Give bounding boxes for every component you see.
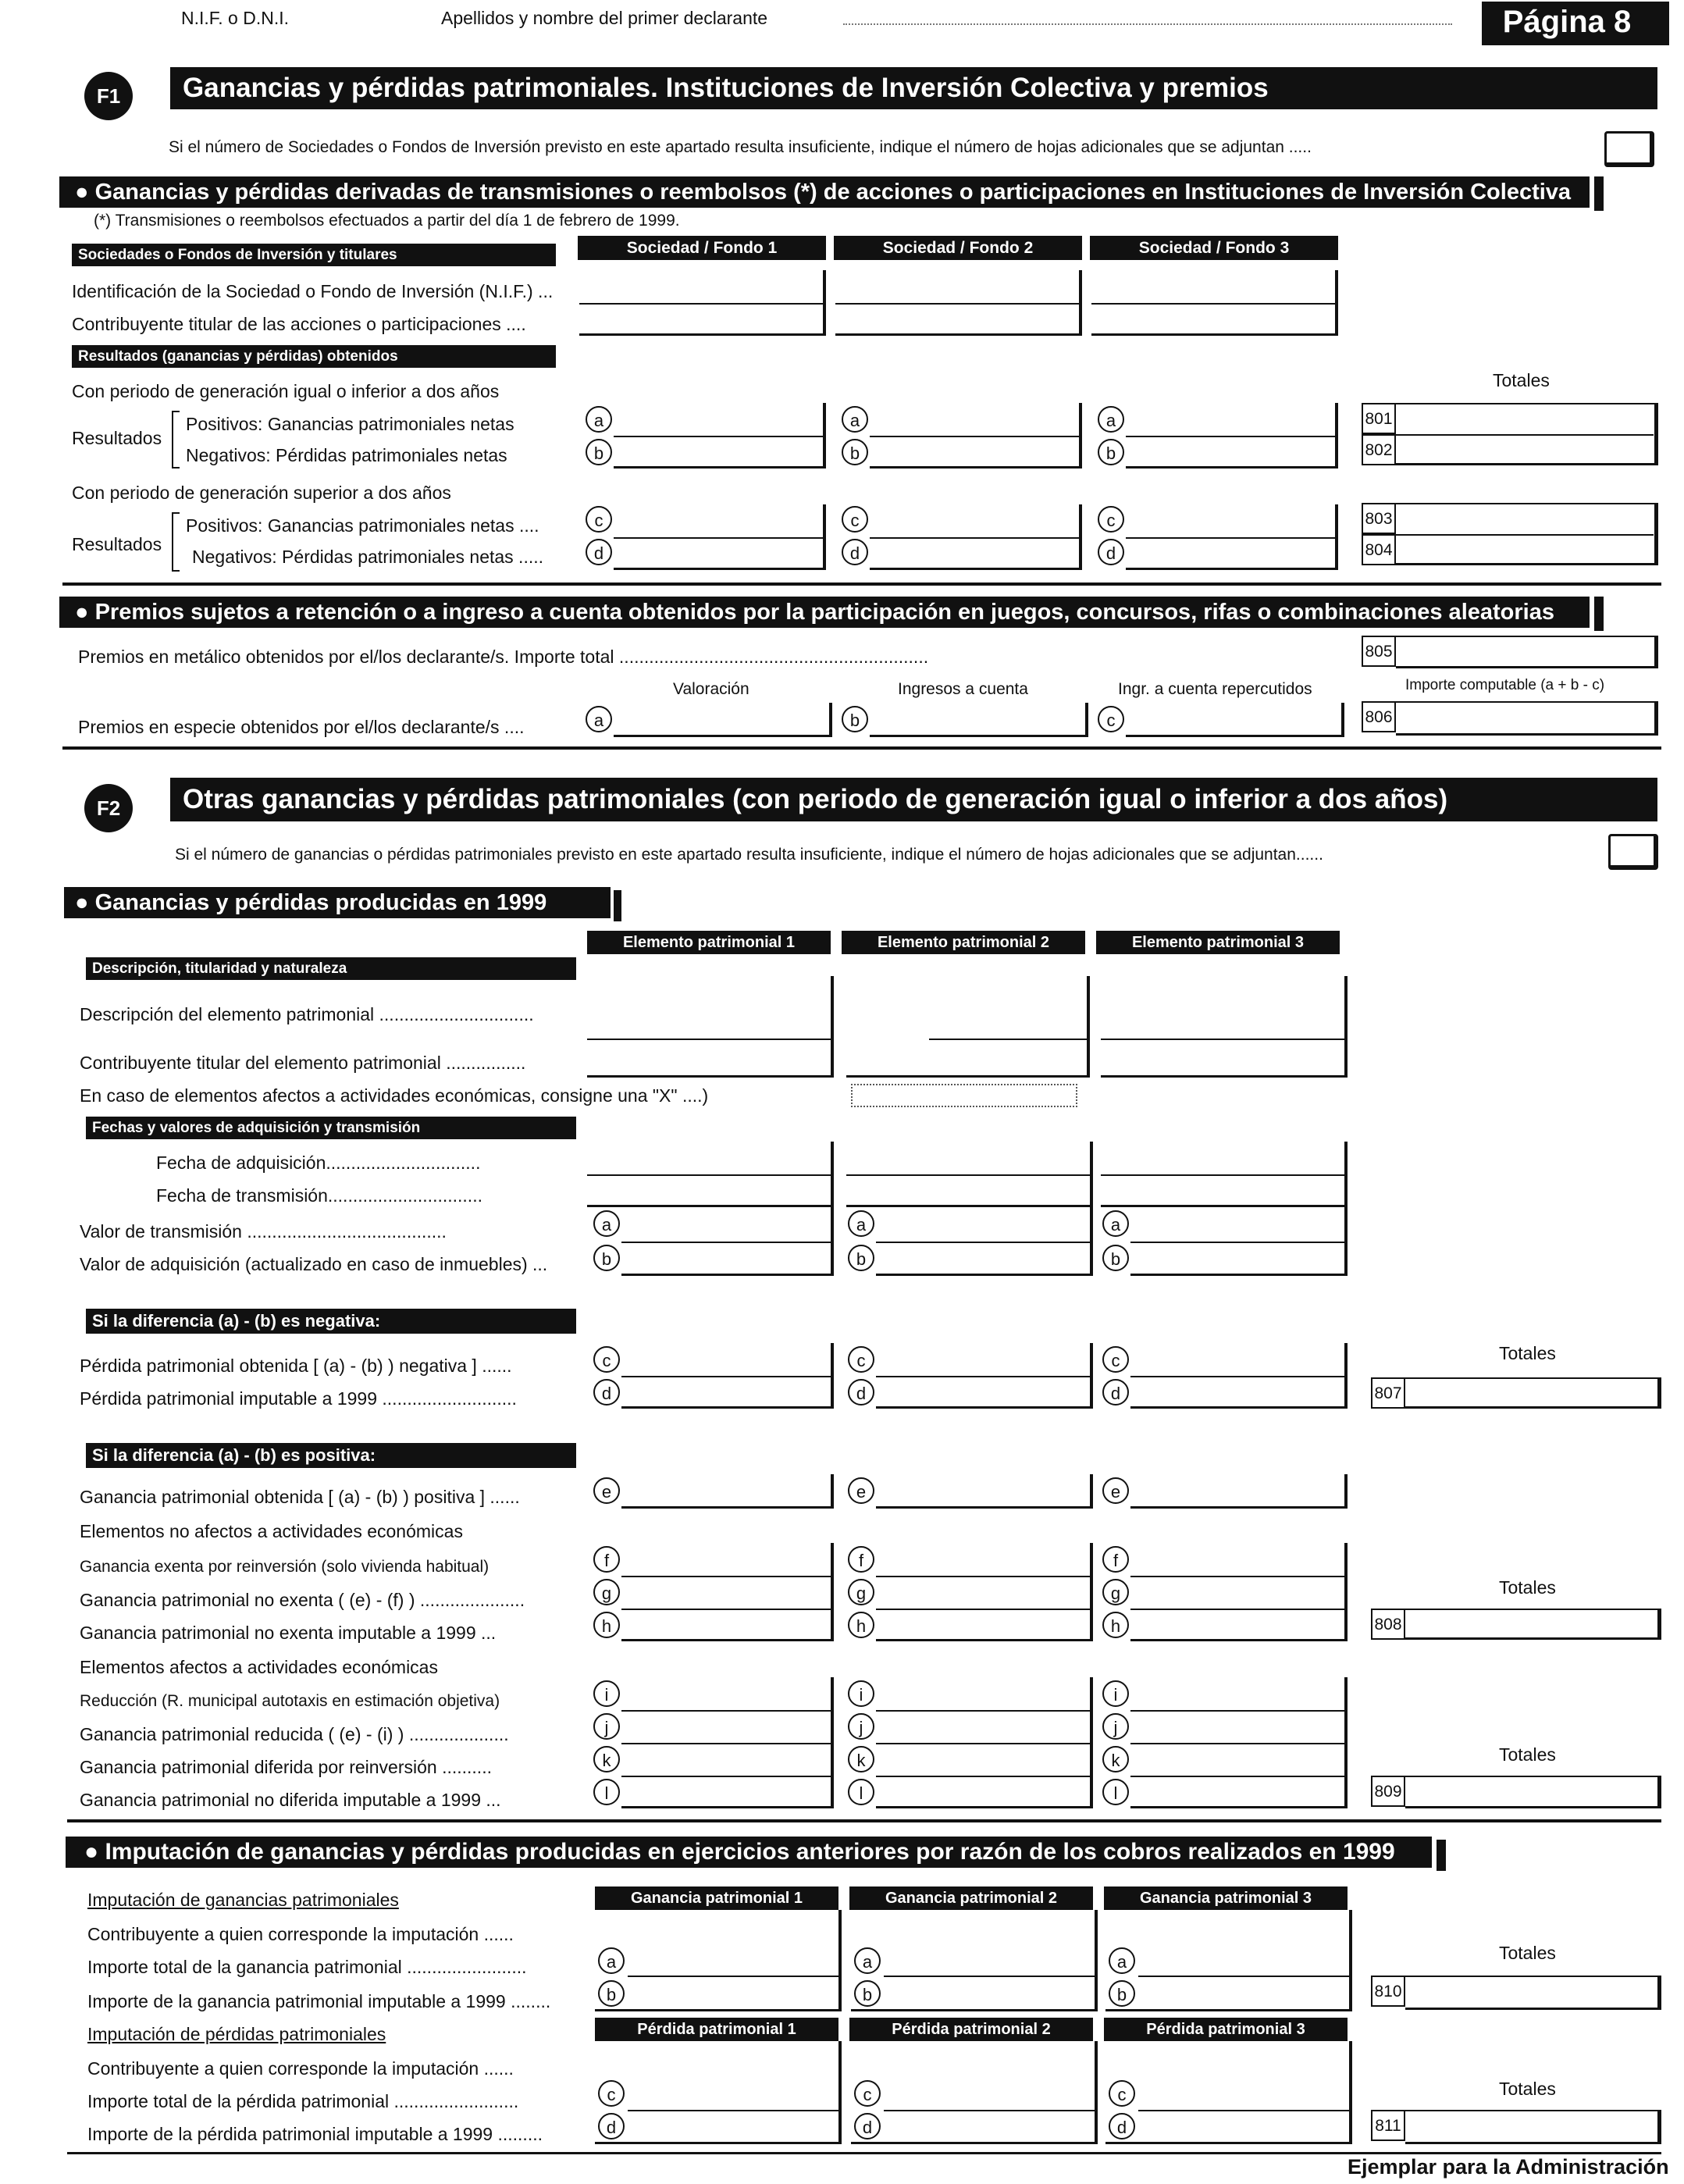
box-code-811: 811 [1371,2110,1405,2141]
f2-e3-letter-a: a [1102,1210,1129,1237]
total-808-field[interactable] [1405,1609,1661,1640]
f2-gan2-field[interactable] [851,1910,1098,2011]
f2-e3-letter-e: e [1102,1477,1129,1504]
f2-e1-letter-j: j [593,1713,620,1740]
f2-e2-letter-c: c [848,1346,874,1373]
iic-heading-text: Ganancias y pérdidas derivadas de transmisiones o reembolsos (*) de acciones o participaciones en Instituciones de Inversión Colectiva [94,180,1572,205]
f2-sub-fechas: Fechas y valores de adquisición y transmisión [86,1117,576,1139]
iic-period-long: Con periodo de generación superior a dos años [72,483,451,503]
f2-gan2-letter-b: b [854,1980,881,2007]
f2-e2-letter-l: l [848,1779,874,1805]
f2-gan1-divider [628,1976,838,1977]
page-number-box [1482,2,1669,45]
premios-col-valoracion: Valoración [673,680,749,698]
f2-elem3-afectos-divider-3 [1130,1776,1344,1777]
f2-elem2-exenta-divider-1 [876,1576,1090,1577]
f2-gan-row-total: Importe total de la ganancia patrimonial ........................ [87,1957,527,1977]
f2-elem2-afectos-divider-1 [876,1710,1090,1712]
f2-elem2-exenta-divider-2 [876,1609,1090,1610]
iic-resultados-label-1: Resultados [72,428,162,448]
f2-perd3-letter-d: d [1109,2113,1135,2139]
f2-elem1-fechas-divider [587,1174,831,1176]
iic-fondo2-divider [835,303,1079,305]
f2-section1-bullet-icon: ● [75,890,95,915]
f2-elem3-fechas-divider [1101,1174,1344,1176]
f2-section2-bullet-icon: ● [84,1839,105,1865]
f2-gan-row-imputable: Importe de la ganancia patrimonial imputable a 1999 ........ [87,1991,551,2011]
f2-elem2-valores-divider [876,1242,1090,1243]
f2-row-perdida-obtenida: Pérdida patrimonial obtenida [ (a) - (b) ) negativa ] ...... [80,1356,512,1376]
premios-ingresos-field[interactable] [870,703,1088,737]
f2-e3-letter-b: b [1102,1245,1129,1271]
total-811-field[interactable] [1405,2110,1661,2144]
premios-valoracion-field[interactable] [614,703,832,737]
f2-row-ganancia-obtenida: Ganancia patrimonial obtenida [ (a) - (b) ) positiva ] ...... [80,1487,520,1507]
f2-elem1-afectos-divider-2 [621,1743,831,1744]
f2-perd1-field[interactable] [595,2041,842,2144]
iic-col-sociedad-1: Sociedad / Fondo 1 [578,236,826,260]
f2-perd-label: Imputación de pérdidas patrimoniales [87,2024,386,2044]
f2-gan1-letter-b: b [598,1980,625,2007]
iic-fondo3-divider [1091,303,1335,305]
box-code-803: 803 [1362,503,1396,534]
f2-elem1-afectos-divider-3 [621,1776,831,1777]
iic-f3-letter-a: a [1098,406,1124,433]
f2-row-afectos: En caso de elementos afectos a actividades económicas, consigne una "X" ....) [80,1085,709,1106]
f2-elem3-exenta-divider-1 [1130,1576,1344,1577]
footer-copy-label: Ejemplar para la Administración [1348,2155,1669,2179]
f2-gan2-divider [884,1976,1095,1977]
iic-fondo3-period2-divider [1126,537,1335,539]
f2-row-fecha-adq: Fecha de adquisición............................... [156,1153,481,1173]
iic-fondo1-divider [579,303,823,305]
f2-perd1-letter-c: c [598,2080,625,2107]
premios-bullet-icon: ● [75,600,95,625]
iic-positivos-2: Positivos: Ganancias patrimoniales netas .... [186,515,539,536]
f2-col-ganancia-1: Ganancia patrimonial 1 [595,1887,838,1910]
f2-elem3-desc-divider [1101,1039,1344,1040]
f2-elem1-desc-divider [587,1039,831,1040]
iic-fondo2-period1-divider [870,436,1079,437]
box-code-804: 804 [1362,534,1396,565]
f2-totales-label-4: Totales [1499,1943,1556,1963]
f2-row-no-diferida: Ganancia patrimonial no diferida imputable a 1999 ... [80,1790,501,1810]
f2-elem3-exenta-divider-2 [1130,1609,1344,1610]
f2-totales-label-3: Totales [1499,1744,1556,1765]
premios-col-ingresos: Ingresos a cuenta [898,680,1028,698]
iic-subheading-resultados: Resultados (ganancias y pérdidas) obtenidos [72,345,556,368]
f2-e3-letter-l: l [1102,1779,1129,1805]
iic-f1-letter-c: c [586,506,612,533]
iic-col-sociedad-3: Sociedad / Fondo 3 [1090,236,1338,260]
f2-gan3-letter-a: a [1109,1947,1135,1974]
f2-row-perdida-imputable: Pérdida patrimonial imputable a 1999 ........................... [80,1388,517,1409]
premios-col-repercutidos: Ingr. a cuenta repercutidos [1118,680,1312,698]
f2-e3-letter-d: d [1102,1379,1129,1406]
iic-f3-letter-d: d [1098,539,1124,565]
iic-f3-letter-c: c [1098,506,1124,533]
iic-row-titular: Contribuyente titular de las acciones o participaciones .... [72,314,526,334]
f2-section2-bottom-rule [67,2152,1661,2154]
f2-gan3-field[interactable] [1105,1910,1352,2011]
f2-e2-letter-g: g [848,1579,874,1605]
total-801-802-divider [1396,434,1654,436]
f2-row-reduccion: Reducción (R. municipal autotaxis en estimación objetiva) [80,1692,500,1710]
f2-elem3-valores-divider [1130,1242,1344,1243]
f2-e2-letter-e: e [848,1477,874,1504]
box-code-805: 805 [1362,636,1396,667]
f2-elem1-exenta-divider-2 [621,1609,831,1610]
f2-perd2-letter-c: c [854,2080,881,2107]
f2-e1-letter-f: f [593,1546,620,1573]
f1-additional-sheets-note: Si el número de Sociedades o Fondos de Inversión previsto en este apartado resulta insuficiente, indique el número de hojas adicionales que se adjuntan ..... [169,138,1312,156]
f2-row-exenta: Ganancia exenta por reinversión (solo vivienda habitual) [80,1558,490,1576]
f2-totales-label-2: Totales [1499,1577,1556,1598]
f2-gan-row-contrib: Contribuyente a quien corresponde la imputación ...... [87,1924,514,1944]
f2-gan3-letter-b: b [1109,1980,1135,2007]
total-809-field[interactable] [1405,1776,1661,1808]
f2-section1-heading-edge [614,890,621,921]
f2-perd-row-total: Importe total de la pérdida patrimonial ......................... [87,2091,519,2111]
section-f2-title: Otras ganancias y pérdidas patrimoniales (con periodo de generación igual o inferior a dos años) [170,778,1657,821]
iic-fondo1-period1-divider [614,436,823,437]
f2-row-fecha-tra: Fecha de transmisión............................... [156,1185,482,1206]
iic-fondo2-period2-divider [870,537,1079,539]
section-f2-badge: F2 [84,784,133,832]
f2-totales-label-5: Totales [1499,2079,1556,2099]
f2-perd3-letter-c: c [1109,2080,1135,2107]
f2-e3-letter-j: j [1102,1713,1129,1740]
f2-e1-letter-c: c [593,1346,620,1373]
f2-e3-letter-f: f [1102,1546,1129,1573]
iic-row-nif: Identificación de la Sociedad o Fondo de Inversión (N.I.F.) ... [72,281,554,301]
premios-col-computable: Importe computable (a + b - c) [1405,677,1605,693]
f2-elem1-exenta-divider-1 [621,1576,831,1577]
f2-sub-negativa: Si la diferencia (a) - (b) es negativa: [86,1309,576,1334]
iic-f3-letter-b: b [1098,439,1124,465]
f2-row-reducida: Ganancia patrimonial reducida ( (e) - (i) ) .................... [80,1724,509,1744]
f2-row-no-exenta-imputable: Ganancia patrimonial no exenta imputable a 1999 ... [80,1623,497,1643]
f2-totales-label-1: Totales [1499,1343,1556,1363]
iic-f1-letter-a: a [586,406,612,433]
f2-row-descripcion: Descripción del elemento patrimonial ............................... [80,1004,534,1024]
f2-row-valor-adq: Valor de adquisición (actualizado en caso de inmuebles) ... [80,1254,548,1274]
iic-totales-label: Totales [1493,370,1550,390]
f2-elem2-fechas-divider [846,1174,1090,1176]
declarant-name-label: Apellidos y nombre del primer declarante [441,8,768,28]
f2-e1-letter-i: i [593,1680,620,1707]
f2-elem1-afectos-divider-1 [621,1710,831,1712]
iic-f2-letter-a: a [842,406,868,433]
f2-gan1-letter-a: a [598,1947,625,1974]
iic-subheading-sociedades: Sociedades o Fondos de Inversión y titulares [72,244,556,266]
iic-positivos-1: Positivos: Ganancias patrimoniales netas [186,414,514,434]
f2-e1-letter-g: g [593,1579,620,1605]
f2-elem3-afectos-divider-1 [1130,1710,1344,1712]
f2-col-elemento-1: Elemento patrimonial 1 [587,931,831,954]
premios-letter-a: a [586,706,612,732]
box-code-802: 802 [1362,434,1396,465]
total-803-804-divider [1396,534,1654,536]
f2-e2-letter-k: k [848,1746,874,1772]
f2-section1-heading-text: Ganancias y pérdidas producidas en 1999 [94,890,547,915]
f2-elem2-desc-field[interactable] [846,976,1090,1078]
f2-e2-letter-a: a [848,1210,874,1237]
f2-perd-row-contrib: Contribuyente a quien corresponde la imputación ...... [87,2058,514,2079]
iic-heading [59,176,1590,208]
box-code-801: 801 [1362,403,1396,434]
box-code-810: 810 [1371,1976,1405,2007]
iic-col-sociedad-2: Sociedad / Fondo 2 [834,236,1082,260]
f2-additional-sheets-box[interactable] [1608,834,1658,870]
iic-bullet-icon: ● [75,180,95,205]
f2-e1-letter-k: k [593,1746,620,1772]
f2-section1-heading [64,887,611,918]
f2-row-afectos-2: Elementos afectos a actividades económicas [80,1657,438,1677]
f2-section1-bottom-rule [67,1819,1661,1822]
f2-elem2-perdida-divider [876,1376,1090,1377]
f2-perd2-field[interactable] [851,2041,1098,2144]
f2-e2-letter-i: i [848,1680,874,1707]
f2-gan2-letter-a: a [854,1947,881,1974]
box-code-807: 807 [1371,1377,1405,1409]
iic-negativos-2: Negativos: Pérdidas patrimoniales netas ..... [192,547,544,567]
premios-letter-b: b [842,706,868,732]
f2-elem1-exenta-field[interactable] [621,1543,834,1641]
f2-row-no-exenta: Ganancia patrimonial no exenta ( (e) - (f) ) ..................... [80,1590,525,1610]
f2-sub-descripcion: Descripción, titularidad y naturaleza [86,957,576,980]
f2-elem3-desc-field[interactable] [1101,976,1348,1078]
f2-e2-letter-d: d [848,1379,874,1406]
f2-row-valor-tra: Valor de transmisión ........................................ [80,1221,447,1242]
iic-f2-letter-c: c [842,506,868,533]
f2-col-ganancia-3: Ganancia patrimonial 3 [1104,1887,1348,1910]
iic-brace-1 [172,411,180,469]
total-805-field[interactable] [1396,636,1658,668]
header-dotted-line [843,23,1452,25]
f2-e3-letter-i: i [1102,1680,1129,1707]
f2-elem3-ganancia-field[interactable] [1130,1474,1348,1509]
iic-f1-letter-b: b [586,439,612,465]
iic-negativos-1: Negativos: Pérdidas patrimoniales netas [186,445,507,465]
premios-metalico: Premios en metálico obtenidos por el/los declarante/s. Importe total .............................................................. [78,647,929,667]
f2-sub-positiva: Si la diferencia (a) - (b) es positiva: [86,1443,576,1468]
f2-section2-heading [66,1837,1432,1868]
f2-row-titular: Contribuyente titular del elemento patrimonial ................ [80,1053,526,1073]
f2-e2-letter-f: f [848,1546,874,1573]
f2-row-no-afectos: Elementos no afectos a actividades económicas [80,1521,463,1541]
f2-col-elemento-2: Elemento patrimonial 2 [842,931,1085,954]
f2-col-perdida-3: Pérdida patrimonial 3 [1104,2018,1348,2041]
f2-elem2-ganancia-field[interactable] [876,1474,1093,1509]
section-f1-title: Ganancias y pérdidas patrimoniales. Instituciones de Inversión Colectiva y premios [170,67,1657,109]
f2-col-elemento-3: Elemento patrimonial 3 [1096,931,1340,954]
total-807-field[interactable] [1405,1377,1661,1409]
f2-gan-label: Imputación de ganancias patrimoniales [87,1890,399,1910]
f2-e3-letter-h: h [1102,1612,1129,1638]
premios-repercutidos-field[interactable] [1126,703,1344,737]
f2-e1-letter-b: b [593,1245,620,1271]
iic-f2-letter-d: d [842,539,868,565]
f2-perd2-divider [884,2110,1095,2111]
premios-especie: Premios en especie obtenidos por el/los declarante/s .... [78,717,525,737]
f2-perd3-divider [1138,2110,1349,2111]
f2-gan3-divider [1138,1976,1349,1977]
f2-additional-sheets-note: Si el número de ganancias o pérdidas patrimoniales previsto en este apartado resulta insuficiente, indique el número de hojas adicionales que se adjuntan...... [175,846,1323,864]
premios-heading-edge [1594,597,1604,631]
f2-gan1-field[interactable] [595,1910,842,2011]
f2-elem2-exenta-field[interactable] [876,1543,1093,1641]
f2-perd-row-imputable: Importe de la pérdida patrimonial imputable a 1999 ......... [87,2124,543,2144]
f2-e1-letter-h: h [593,1612,620,1638]
f2-e1-letter-a: a [593,1210,620,1237]
iic-f1-letter-d: d [586,539,612,565]
f2-section2-heading-edge [1437,1840,1446,1871]
iic-period-short: Con periodo de generación igual o inferior a dos años [72,381,500,401]
f2-e1-letter-d: d [593,1379,620,1406]
f1-additional-sheets-box[interactable] [1604,131,1654,167]
f2-elem1-desc-field[interactable] [587,976,834,1078]
f2-elem2-desc-divider [929,1039,1087,1040]
premios-letter-c: c [1098,706,1124,732]
f2-section2-heading-text: Imputación de ganancias y pérdidas producidas en ejercicios anteriores por razón de los cobros realizados en 1999 [105,1839,1395,1865]
premios-heading [59,597,1590,628]
f2-e3-letter-c: c [1102,1346,1129,1373]
f2-elem3-afectos-divider-2 [1130,1743,1344,1744]
f2-elem1-valores-divider [621,1242,831,1243]
f2-elem2-afectos-divider-2 [876,1743,1090,1744]
iic-footnote: (*) Transmisiones o reembolsos efectuados a partir del día 1 de febrero de 1999. [94,212,680,230]
f2-perd1-letter-d: d [598,2113,625,2139]
iic-resultados-label-2: Resultados [72,534,162,554]
f2-e3-letter-g: g [1102,1579,1129,1605]
f2-col-perdida-1: Pérdida patrimonial 1 [595,2018,838,2041]
premios-heading-text: Premios sujetos a retención o a ingreso a cuenta obtenidos por la participación en juegos, concursos, rifas o combinaciones aleatorias [94,600,1554,625]
page-number-label: Página 8 [1486,5,1647,39]
iic-fondo1-period2-divider [614,537,823,539]
total-806-field[interactable] [1396,701,1658,736]
f2-elem3-exenta-field[interactable] [1130,1543,1348,1641]
premios-bottom-rule [62,746,1661,750]
f2-elem2-afectos-divider-3 [876,1776,1090,1777]
f2-perd2-letter-d: d [854,2113,881,2139]
iic-bottom-rule [62,583,1661,586]
f2-e3-letter-k: k [1102,1746,1129,1772]
f2-e2-letter-h: h [848,1612,874,1638]
box-code-808: 808 [1371,1609,1405,1640]
f2-col-ganancia-2: Ganancia patrimonial 2 [849,1887,1093,1910]
iic-f2-letter-b: b [842,439,868,465]
f2-elem1-perdida-divider [621,1376,831,1377]
f2-elem3-perdida-divider [1130,1376,1344,1377]
f2-afectos-mark-box[interactable] [851,1084,1077,1107]
box-code-806: 806 [1362,701,1396,732]
f2-perd1-divider [628,2110,838,2111]
iic-fondo3-period1-divider [1126,436,1335,437]
f2-e1-letter-e: e [593,1477,620,1504]
section-f1-badge: F1 [84,72,133,120]
total-810-field[interactable] [1405,1976,1661,2010]
iic-brace-2 [172,512,180,572]
f2-e2-letter-j: j [848,1713,874,1740]
f2-row-diferida: Ganancia patrimonial diferida por reinversión .......... [80,1757,492,1777]
f2-e1-letter-l: l [593,1779,620,1805]
f2-e2-letter-b: b [848,1245,874,1271]
iic-heading-edge [1594,176,1604,211]
nif-label: N.I.F. o D.N.I. [181,8,290,28]
f2-elem1-ganancia-field[interactable] [621,1474,834,1509]
box-code-809: 809 [1371,1776,1405,1807]
f2-col-perdida-2: Pérdida patrimonial 2 [849,2018,1093,2041]
f2-perd3-field[interactable] [1105,2041,1352,2144]
